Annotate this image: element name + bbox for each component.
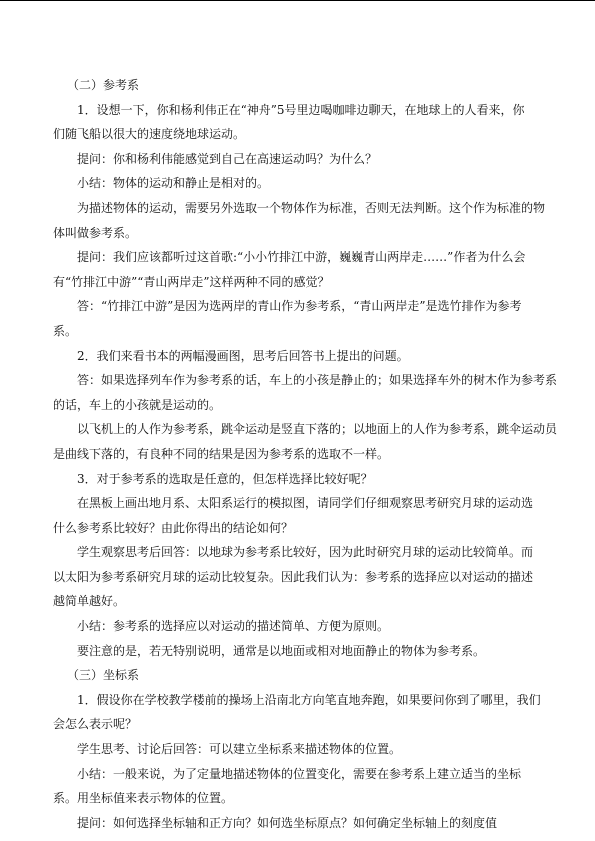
paragraph-line: 2．我们来看书本的两幅漫画图，思考后回答书上提出的问题。 — [77, 348, 409, 363]
summary-text: 小结：物体的运动和静止是相对的。 — [77, 176, 270, 191]
paragraph-line: 们随飞船以很大的速度绕地球运动。 — [53, 127, 246, 142]
question-text: 提问：我们应该都听过这首歌:“小小竹排江中游，巍巍青山两岸走……”作者为什么会 — [77, 250, 526, 265]
answer-text: 的话，车上的小孩就是运动的。 — [53, 397, 222, 412]
paragraph-line: 以飞机上的人作为参考系，跳伞运动是竖直下落的；以地面上的人作为参考系，跳伞运动员 — [77, 422, 558, 437]
paragraph-line: 是曲线下落的，有良种不同的结果是因为参考系的选取不一样。 — [53, 446, 390, 461]
summary-text: 系。用坐标值来表示物体的位置。 — [53, 791, 234, 806]
summary-text: 小结：一般来说，为了定量地描述物体的位置变化，需要在参考系上建立适当的坐标 — [77, 766, 522, 781]
paragraph-line: 越简单越好。 — [53, 594, 126, 609]
answer-text: 答：如果选择列车作为参考系的话，车上的小孩是静止的；如果选择车外的树木作为参考系 — [77, 373, 558, 388]
answer-text: 学生思考、讨论后回答：可以建立坐标系来描述物体的位置。 — [77, 742, 402, 757]
paragraph-line: 体叫做参考系。 — [53, 225, 138, 240]
answer-text: 答：“竹排江中游”是因为选两岸的青山作为参考系，“青山两岸走”是选竹排作为参考 — [77, 299, 522, 314]
question-text: 提问：如何选择坐标轴和正方向？如何选坐标原点？如何确定坐标轴上的刻度值 — [77, 815, 498, 830]
paragraph-line: 在黑板上画出地月系、太阳系运行的模拟图，请同学们仔细观察思考研究月球的运动选 — [77, 496, 534, 511]
paragraph-line: 为描述物体的运动，需要另外选取一个物体作为标准，否则无法判断。这个作为标准的物 — [77, 200, 546, 215]
question-text: 提问：你和杨利伟能感觉到自己在高速运动吗？为什么？ — [77, 151, 378, 166]
paragraph-line: 什么参考系比较好？由此你得出的结论如何？ — [53, 520, 294, 535]
paragraph-line: 3．对于参考系的选取是任意的，但怎样选择比较好呢？ — [77, 471, 373, 486]
section-heading-coordinate-system: （三）坐标系 — [67, 668, 140, 683]
paragraph-line: 1．假设你在学校教学楼前的操场上沿南北方向笔直地奔跑，如果要问你到了哪里，我们 — [77, 692, 541, 707]
paragraph-line: 1．设想一下，你和杨利伟正在“神舟”5号里边喝咖啡边聊天，在地球上的人看来，你 — [77, 102, 525, 117]
summary-text: 小结：参考系的选择应以对运动的描述简单、方便为原则。 — [77, 619, 390, 634]
note-text: 要注意的是，若无特别说明，通常是以地面或相对地面静止的物体为参考系。 — [77, 643, 486, 658]
paragraph-line: 会怎么表示呢？ — [53, 717, 138, 732]
paragraph-line: 学生观察思考后回答：以地球为参考系比较好，因为此时研究月球的运动比较简单。而 — [77, 545, 534, 560]
top-border-line — [0, 0, 595, 1]
paragraph-line: 以太阳为参考系研究月球的运动比较复杂。因此我们认为：参考系的选择应以对运动的描述 — [53, 569, 534, 584]
document-body — [53, 73, 558, 835]
section-heading-reference-frame: （二）参考系 — [67, 78, 140, 92]
question-text: 有“竹排江中游”“青山两岸走”这样两种不同的感觉？ — [53, 274, 330, 289]
answer-text: 系。 — [53, 323, 78, 338]
